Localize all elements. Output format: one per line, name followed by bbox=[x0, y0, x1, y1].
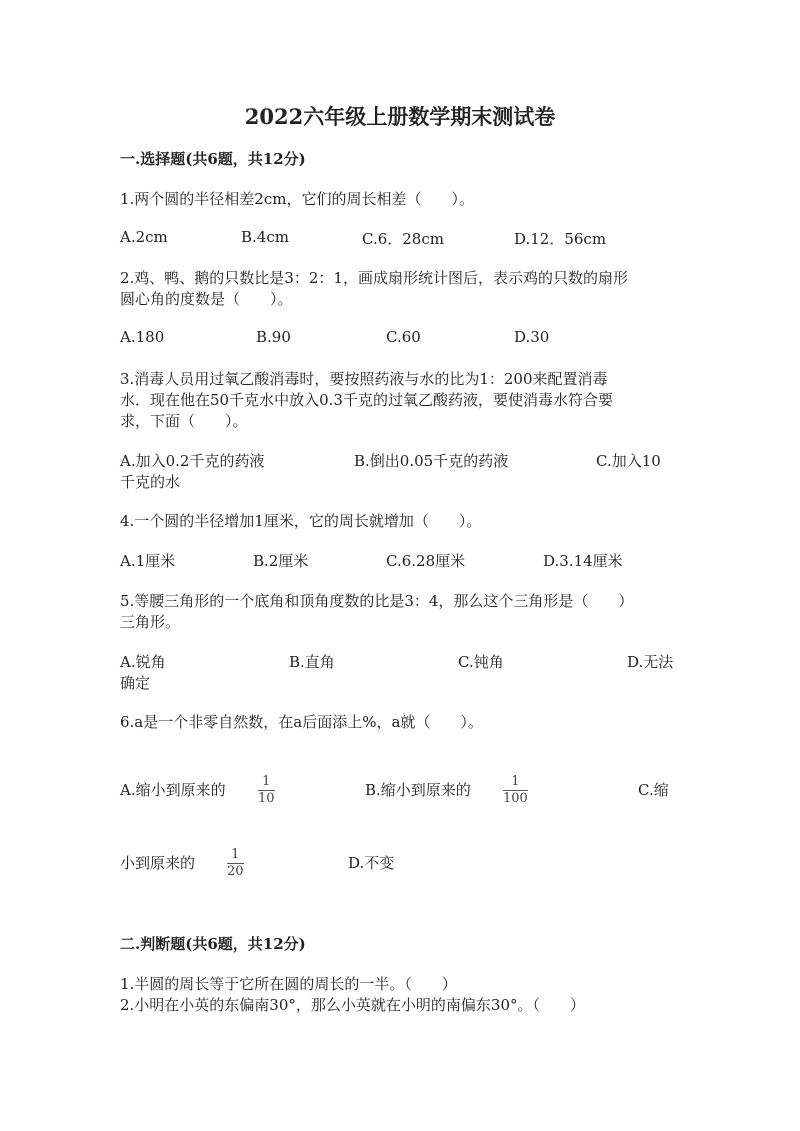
question-3-option-b: B.倒出0.05千克的药液 bbox=[354, 452, 509, 470]
question-2-option-b: B.90 bbox=[256, 328, 291, 346]
question-5-stem-line-2: 三角形。 bbox=[120, 613, 181, 631]
question-3-stem-line-2: 水．现在他在50千克水中放入0.3千克的过氧乙酸药液，要使消毒水符合要 bbox=[120, 391, 613, 409]
question-3-option-c: C.加入10 bbox=[596, 452, 661, 470]
question-5-option-d: D.无法 bbox=[627, 653, 674, 671]
question-4-option-d: D.3.14厘米 bbox=[543, 552, 623, 570]
question-4-stem: 4.一个圆的半径增加1厘米，它的周长就增加（ ）。 bbox=[120, 512, 482, 530]
question-3-stem-line-3: 求，下面（ ）。 bbox=[120, 412, 248, 430]
fraction-numerator: 1 bbox=[262, 774, 271, 789]
question-5-option-a: A.锐角 bbox=[120, 653, 166, 671]
question-1-option-a: A.2cm bbox=[120, 228, 168, 246]
question-6-option-a-fraction bbox=[258, 775, 275, 806]
question-2-stem-line-1: 2.鸡、鸭、鹅的只数比是3：2：1，画成扇形统计图后，表示鸡的只数的扇形 bbox=[120, 269, 628, 287]
question-6-option-d: D.不变 bbox=[348, 854, 395, 872]
question-5-option-b: B.直角 bbox=[289, 653, 335, 671]
question-5-option-c: C.钝角 bbox=[458, 653, 504, 671]
question-3-option-a: A.加入0.2千克的药液 bbox=[120, 452, 265, 470]
question-1-option-b: B.4cm bbox=[241, 228, 289, 246]
question-2-stem-line-2: 圆心角的度数是（ ）。 bbox=[120, 290, 293, 308]
judge-question-1: 1.半圆的周长等于它所在圆的周长的一半。（ ） bbox=[120, 975, 457, 993]
fraction-numerator: 1 bbox=[231, 847, 240, 862]
question-2-option-c: C.60 bbox=[386, 328, 421, 346]
judge-question-2: 2.小明在小英的东偏南30°，那么小英就在小明的南偏东30°。（ ） bbox=[120, 996, 585, 1014]
question-4-option-b: B.2厘米 bbox=[253, 552, 309, 570]
fraction-numerator: 1 bbox=[511, 774, 520, 789]
section-2-heading: 二.判断题(共6题，共12分) bbox=[120, 935, 306, 953]
question-4-option-a: A.1厘米 bbox=[120, 552, 176, 570]
question-3-stem-line-1: 3.消毒人员用过氧乙酸消毒时，要按照药液与水的比为1：200来配置消毒 bbox=[120, 370, 608, 388]
question-6-option-b: B.缩小到原来的 bbox=[365, 781, 471, 799]
question-1-stem: 1.两个圆的半径相差2cm，它们的周长相差（ ）。 bbox=[120, 190, 474, 208]
question-6-option-a: A.缩小到原来的 bbox=[120, 781, 226, 799]
question-3-option-c-wrap: 千克的水 bbox=[120, 473, 181, 491]
fraction-denominator: 10 bbox=[258, 791, 275, 806]
question-4-option-c: C.6.28厘米 bbox=[386, 552, 466, 570]
question-5-option-d-wrap: 确定 bbox=[120, 674, 151, 692]
question-2-option-a: A.180 bbox=[120, 328, 165, 346]
question-6-option-b-fraction bbox=[503, 775, 528, 806]
question-6-option-c-wrap: 小到原来的 bbox=[120, 854, 196, 872]
question-6-option-c-fraction bbox=[227, 848, 244, 879]
question-1-option-c: C.6．28cm bbox=[362, 230, 444, 248]
question-2-option-d: D.30 bbox=[514, 328, 550, 346]
page-title: 2022六年级上册数学期末测试卷 bbox=[244, 104, 556, 129]
question-5-stem-line-1: 5.等腰三角形的一个底角和顶角度数的比是3：4，那么这个三角形是（ ） bbox=[120, 592, 634, 610]
fraction-denominator: 100 bbox=[503, 791, 528, 806]
fraction-denominator: 20 bbox=[227, 864, 244, 879]
question-6-stem: 6.a是一个非零自然数，在a后面添上%，a就（ ）。 bbox=[120, 713, 483, 731]
section-1-heading: 一.选择题(共6题，共12分) bbox=[120, 150, 306, 168]
question-1-option-d: D.12．56cm bbox=[514, 230, 607, 248]
question-6-option-c: C.缩 bbox=[638, 781, 669, 799]
